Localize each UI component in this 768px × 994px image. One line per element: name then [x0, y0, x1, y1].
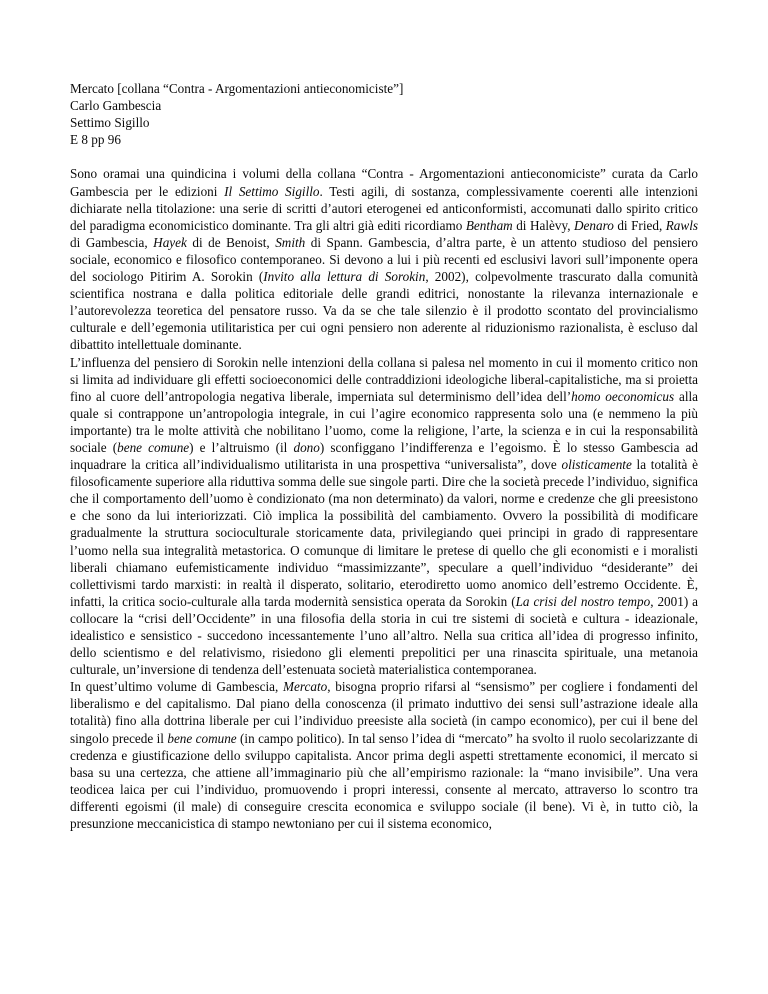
paragraph-intro-collana: Sono oramai una quindicina i volumi della collana “Contra - Argomentazioni antieconomiciste” curata da Carlo Gambescia per le edizioni Il Settimo Sigillo. Testi agili, di sostanza, complessivamente coerenti alle intenzioni dichiarate nella titolazione: una serie di scritti d’autori eterogenei ed anticonformisti, accomunati dallo spirito critico del paradigma economicistico dominante. Tra gli altri già editi ricordiamo Bentham di Halèvy, Denaro di Fried, Rawls di Gambescia, Hayek di de Benoist, Smith di Spann. Gambescia, d’altra parte, è un attento studioso del pensiero sociale, economico e filosofico contemporaneo. Si devono a lui i più recenti ed esclusivi lavori sull’imponente opera del sociologo Pitirim A. Sorokin (Invito alla lettura di Sorokin, 2002), colpevolmente trascurato dalla comunità scientifica nostrana e dalla politica editoriale delle grandi editrici, nonostante la rilevanza internazionale e l’autorevolezza teoretica del pensatore russo. Va da se che tale silenzio è il prodotto scontato del provincialismo culturale e dell’egemonia utilitaristica per cui ogni pensiero non aderente al riduzionismo razionalista, è escluso dal dibattito intellettuale dominante.: [70, 166, 698, 353]
document-page: [70, 80, 698, 832]
paragraph-mercato-volume: In quest’ultimo volume di Gambescia, Mercato, bisogna proprio rifarsi al “sensismo” per cogliere i fondamenti del liberalismo e del capitalismo. Dal piano della conoscenza (il primato induttivo dei sensi sull’astrazione ideale alla totalità) fino alla dottrina liberale per cui l’individuo preesiste alla società (in campo economico), per cui il bene del singolo precede il bene comune (in campo politico). In tal senso l’idea di “mercato” ha svolto il ruolo secolarizzante di credenza e giustificazione dello sviluppo capitalista. Ancor prima degli aspetti strettamente economici, il mercato si basa su una certezza, che attiene all’immaginario più che all’empirismo razionale: la “mano invisibile”. Una vera teodicea laica per cui l’individuo, promuovendo i propri interessi, consente al mercato, attraverso lo scontro tra differenti egoismi (il male) di conseguire crescita economica e sviluppo sociale (il bene). Vi è, in tutto ciò, la presunzione meccanicistica di stampo newtoniano per cui il sistema economico,: [70, 679, 698, 832]
doc-price-pages: E 8 pp 96: [70, 132, 121, 148]
doc-title: Mercato [collana “Contra - Argomentazioni antieconomiciste”]: [70, 81, 404, 96]
doc-body: [70, 165, 698, 832]
doc-publisher: Settimo Sigillo: [70, 115, 150, 131]
doc-header: [70, 80, 698, 148]
doc-author: Carlo Gambescia: [70, 98, 162, 114]
paragraph-sorokin-influence: L’influenza del pensiero di Sorokin nelle intenzioni della collana si palesa nel momento in cui il momento critico non si limita ad individuare gli effetti socioeconomici delle contraddizioni ideologiche liberal-capitalistiche, ma si proietta fino al cuore dell’antropologia negativa liberale, imperniata sul determinismo dell’idea dell’homo oeconomicus alla quale si contrappone un’antropologia integrale, in cui l’agire economico rappresenta solo una (e nemmeno la più importante) tra le molte attività che nobilitano l’uomo, come la religione, l’arte, la scienza e in cui la responsabilità sociale (bene comune) e l’altruismo (il dono) sconfiggano l’indifferenza e l’egoismo. È lo stesso Gambescia ad inquadrare la critica all’individualismo utilitarista in una prospettiva “universalista”, dove olisticamente la totalità è filosoficamente superiore alla riduttiva somma delle sue singole parti. Dire che la società precede l’individuo, significa che il comportamento dell’uomo è condizionato (ma non determinato) da valori, norme e credenze che gli preesistono e che sono da lui interiorizzati. Ciò implica la possibilità del cambiamento. Ovvero la possibilità di modificare gradualmente la struttura socioculturale storicamente data, privilegiando quei principi in grado di rappresentare l’uomo nella sua integralità metastorica. O comunque di limitare le pretese di quello che gli economisti e i moralisti liberali chiamano eufemisticamente individuo “massimizzante”, speculare a quell’individuo “desiderante” dei collettivismi tardo marxisti: in realtà il disperato, solitario, eterodiretto uomo anomico dell’estremo Occidente. È, infatti, la critica socio-culturale alla tarda modernità sensistica operata da Sorokin (La crisi del nostro tempo, 2001) a collocare la “crisi dell’Occidente” in una filosofia della storia in cui tre sistemi di società e cultura - ideazionale, idealistico e sensistico - succedono incessantemente l’uno all’altro. Nella sua critica all’idea di progresso infinito, dello scientismo e del relativismo, risiedono gli elementi prepolitici per una rinascita spirituale, una metanoia culturale, un’inversione di tendenza dell’estenuata società materialistica contemporanea.: [70, 354, 699, 678]
blank-line: [70, 148, 698, 165]
